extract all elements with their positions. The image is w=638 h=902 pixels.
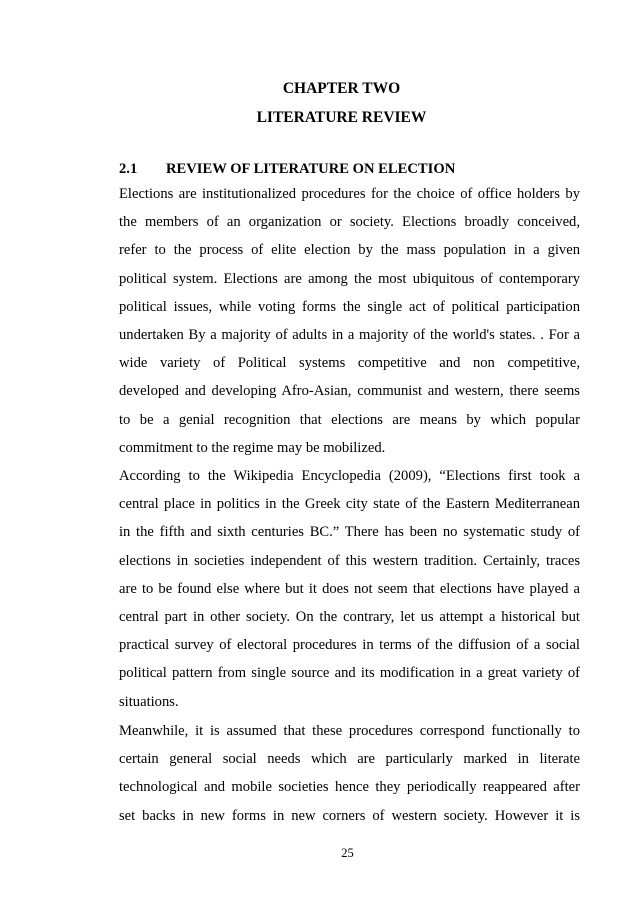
paragraph-line: central part in other society. On the contrary, let us attempt a historical but [119,608,580,625]
paragraph-line: Elections are institutionalized procedures for the choice of office holders by [119,186,580,202]
chapter-title-heading: LITERATURE REVIEW [256,109,427,126]
section-heading [119,159,455,179]
paragraph-1 [119,180,580,462]
paragraph-line: political issues, while voting forms the single act of political participation [119,298,580,315]
paragraph-line: developed and developing Afro-Asian, communist and western, there seems [119,383,580,400]
paragraph-line: practical survey of electoral procedures in terms of the diffusion of a social [119,637,580,654]
paragraph-line: wide variety of Political systems competitive and non competitive, [119,355,580,372]
paragraph-2 [119,462,580,716]
paragraph-line: Meanwhile, it is assumed that these procedures correspond functionally to [119,723,580,739]
page-number: 25 [341,846,354,860]
paragraph-line: political system. Elections are among the most ubiquitous of contemporary [119,270,580,287]
chapter-number-heading: CHAPTER TWO [282,80,401,97]
paragraph-line: political pattern from single source and its modification in a great variety of [119,665,580,682]
paragraph-line: refer to the process of elite election by the mass population in a given [119,242,580,259]
section-title: REVIEW OF LITERATURE ON ELECTION [166,161,456,177]
paragraph-line: the members of an organization or society. Elections broadly conceived, [119,214,580,231]
paragraph-line: are to be found else where but it does not seem that elections have played a [119,580,580,597]
paragraph-line: situations. [119,693,179,710]
paragraph-line: According to the Wikipedia Encyclopedia (2009), “Elections first took a [119,468,580,484]
paragraph-3 [119,717,580,830]
paragraph-line: central place in politics in the Greek city state of the Eastern Mediterranean [119,496,580,513]
paragraph-line: certain general social needs which are particularly marked in literate [119,751,580,768]
paragraph-line: to be a genial recognition that elections are means by which popular [119,411,580,428]
paragraph-line: technological and mobile societies hence they periodically reappeared after [119,779,580,796]
section-number: 2.1 [119,161,138,177]
paragraph-line: in the fifth and sixth centuries BC.” There has been no systematic study of [119,524,580,541]
paragraph-line: commitment to the regime may be mobilized. [119,439,386,456]
paragraph-line: set backs in new forms in new corners of western society. However it is [119,807,580,824]
paragraph-line: elections in societies independent of this western tradition. Certainly, traces [119,552,580,569]
paragraph-line: undertaken By a majority of adults in a majority of the world's states. . For a [119,326,580,343]
